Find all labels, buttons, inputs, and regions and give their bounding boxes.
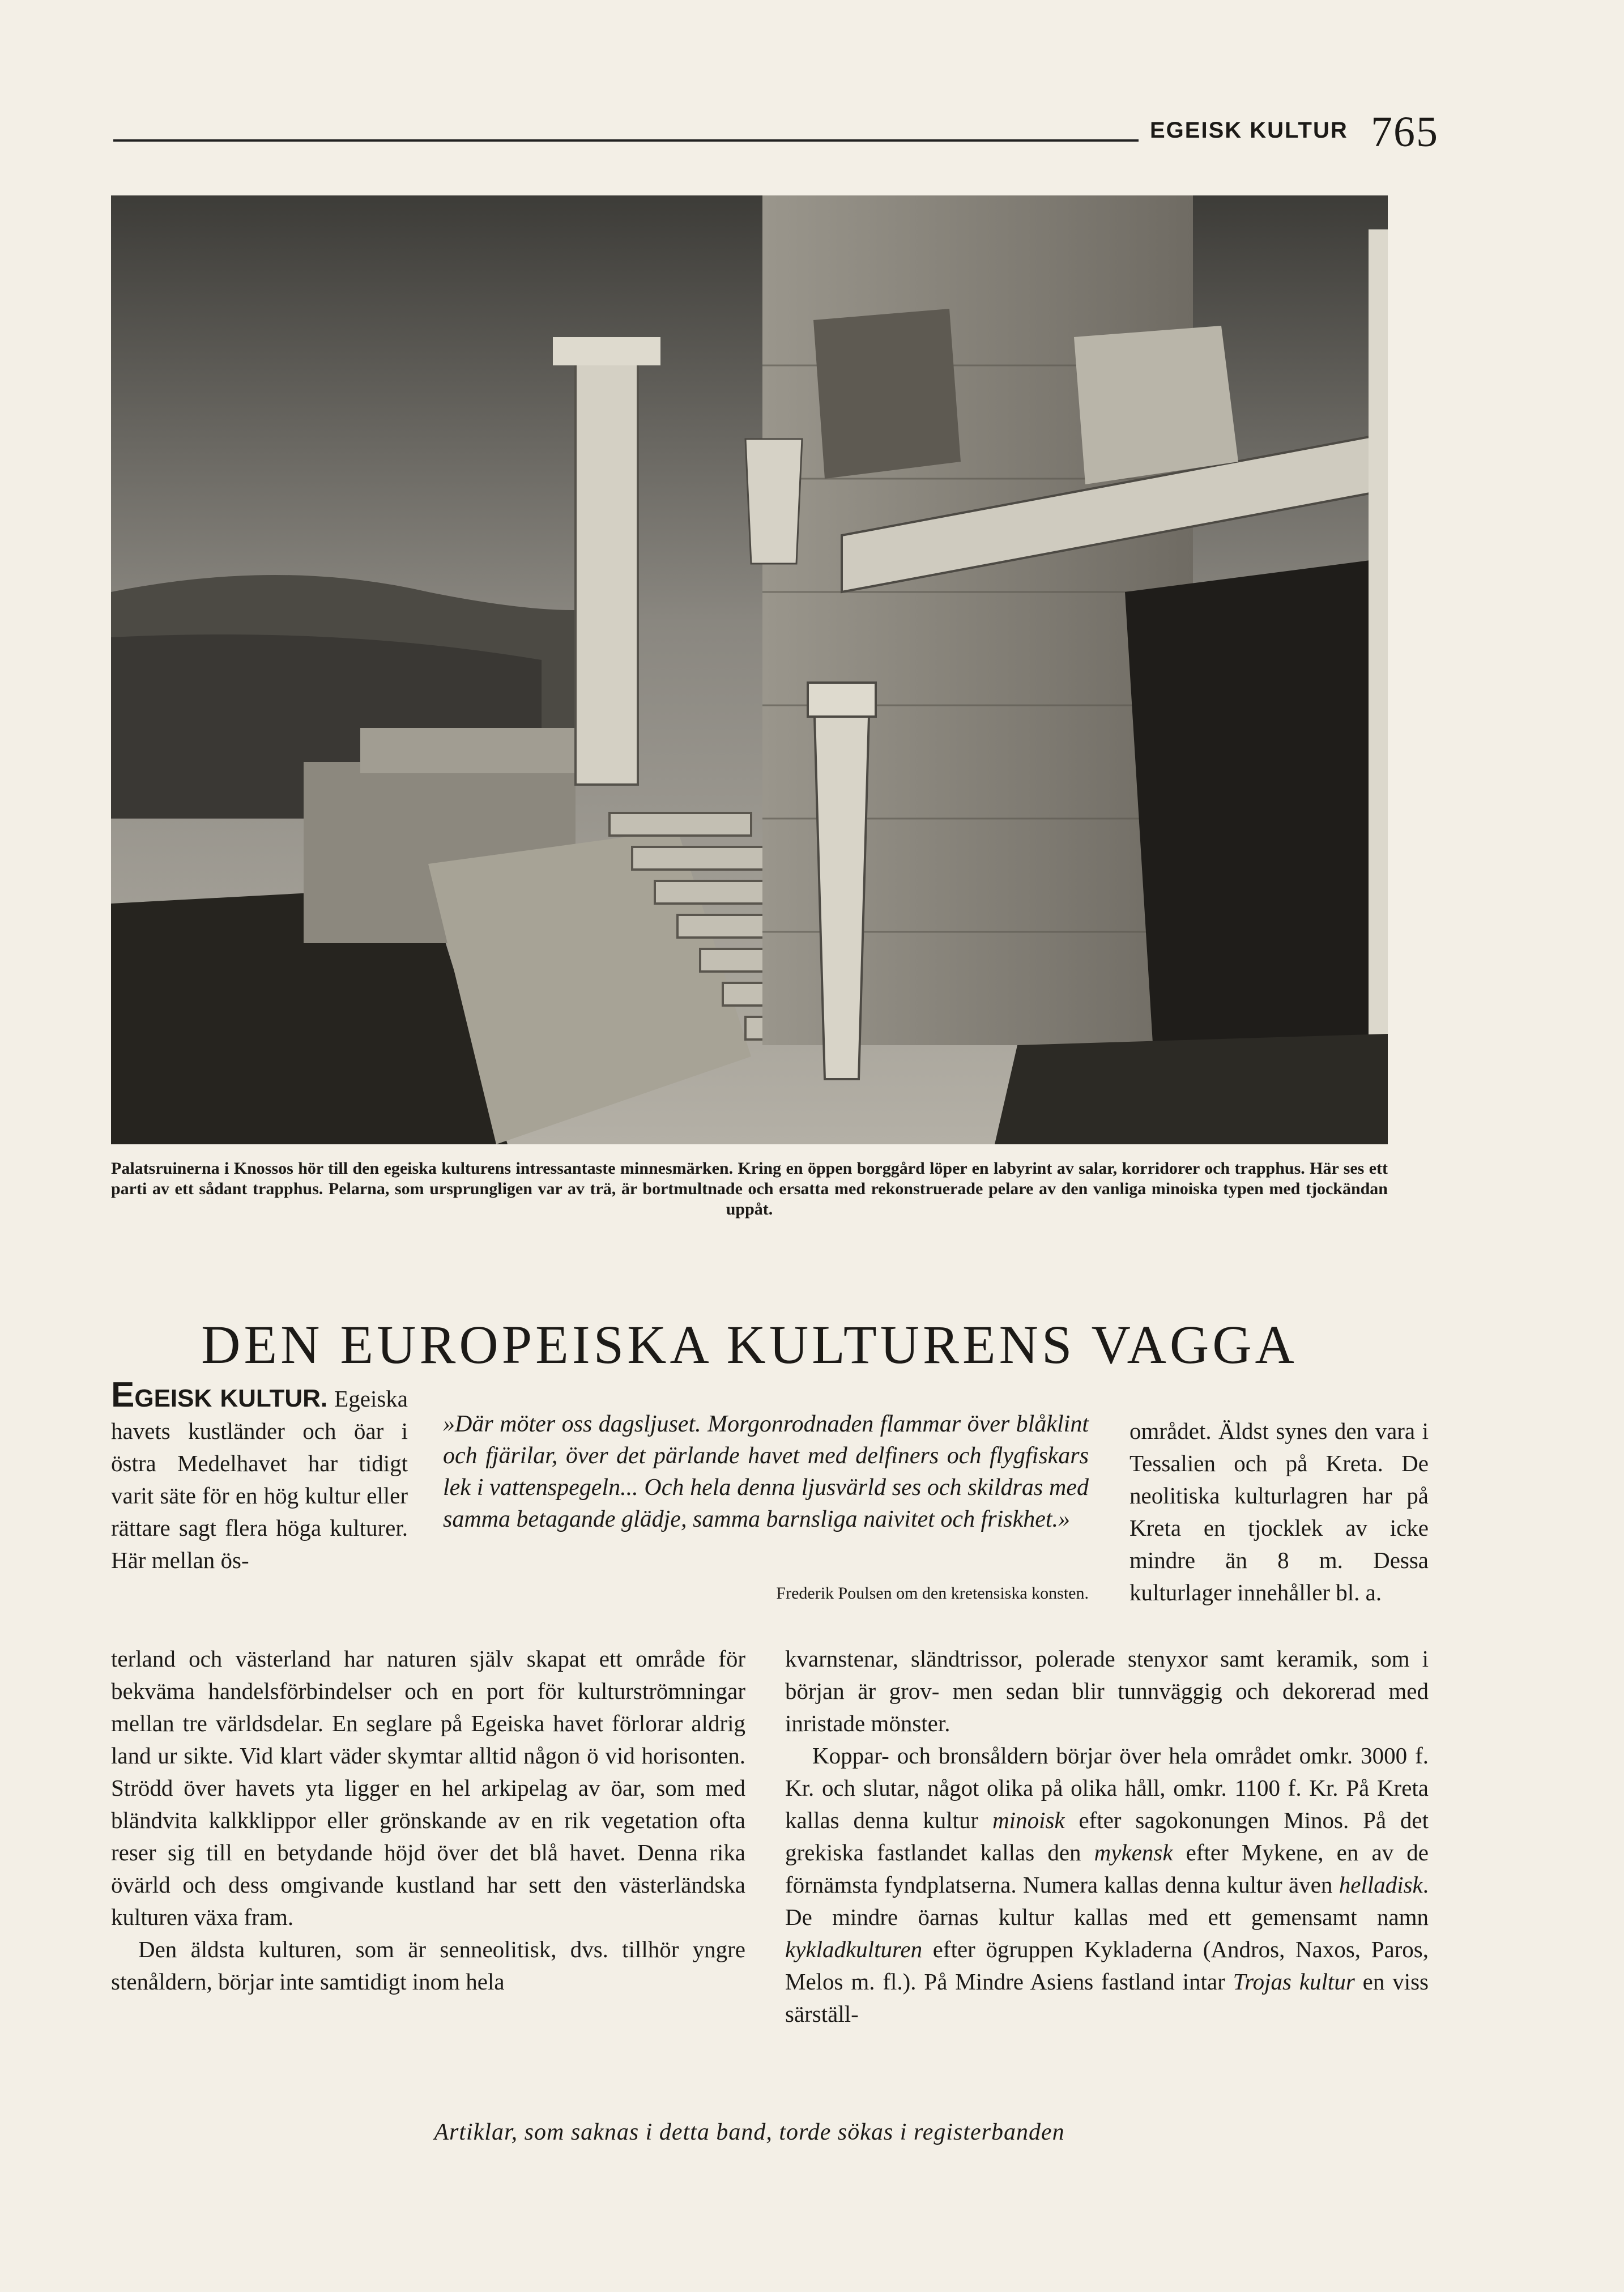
text-run: . De mindre öarnas kultur kallas med ett gemensamt namn <box>785 1872 1429 1930</box>
paragraph <box>785 1740 1429 2030</box>
paragraph: terland och västerland har naturen själv skapat ett område för bekväma handelsförbindelser och en port för kulturströmningar mellan tre världsdelar. En seglare på Egeiska havet förlorar aldrig land ur sikte. Vid klart väder skymtar alltid någon ö vid horisonten. Strödd över havets yta ligger en hel arkipelag av öar, som med bländvita kalkklippor eller grönskande av en rik vegetation ofta reser sig till en betydande höjd över det blå havet. Denna rika övärld och dess omgivande kustland har sett den västerländska kulturen växa fram. <box>111 1646 745 1930</box>
term-emphasis: minoisk <box>992 1807 1065 1833</box>
intro-text: Egeiska havets kustländer och öar i östra Medelhavet har tidigt varit säte för en hög kultur eller rättare sagt flera höga kulturer. Här mellan ös- <box>111 1386 408 1573</box>
paragraph: Den äldsta kulturen, som är senneolitisk, dvs. tillhör yngre stenåldern, börjar inte samtidigt inom hela <box>111 1936 745 1995</box>
entry-headword <box>111 1375 328 1415</box>
footer-note: Artiklar, som saknas i detta band, torde sökas i registerbanden <box>434 2119 1065 2145</box>
headword-initial: E <box>111 1375 135 1415</box>
running-head: EGEISK KULTUR <box>1150 118 1348 143</box>
headword-rest: GEISK KULTUR. <box>134 1384 328 1412</box>
paragraph: kvarnstenar, sländtrissor, polerade stenyxor samt keramik, som i början är grov- men sedan blir tunnväggig och dekorerad med inristade mönster. <box>785 1646 1429 1736</box>
text-run: efter sagokonungen Minos. På det grekiska fastlandet kallas den <box>785 1807 1429 1865</box>
term-emphasis: Trojas kultur <box>1233 1969 1355 1995</box>
intro-paragraph <box>111 1375 408 1577</box>
knossos-ruins-photo <box>111 195 1388 1144</box>
term-emphasis: mykensk <box>1094 1839 1173 1865</box>
photo-caption: Palatsruinerna i Knossos hör till den egeiska kulturens intressantaste minnesmärken. Kring en öppen borggård löper en labyrint av salar, korridorer och trapphus. Här ses ett parti av ett sådant trapphus. Pelarna, som ursprungligen var av trä, är bortmultnade och ersatta med rekonstruerade pelare av den vanliga minoiska typen med tjockändan uppåt. <box>111 1159 1388 1219</box>
text-run: en viss särställ- <box>785 1969 1429 2027</box>
article-title: DEN EUROPEISKA KULTURENS VAGGA <box>201 1314 1298 1375</box>
term-emphasis: helladisk <box>1339 1872 1423 1898</box>
page-number: 765 <box>1371 108 1439 156</box>
epigraph-quote: »Där möter oss dagsljuset. Morgonrodnaden flammar över blåklint och fjärilar, över det pärlande havet med delfiners och flygfiskars lek i vattenspegeln... Och hela denna ljusvärld ses och skildras med samma betagande glädje, samma barnsliga naivitet och friskhet.» <box>443 1411 1089 1532</box>
right-column <box>785 1643 1429 2030</box>
right-column-top: området. Äldst synes den vara i Tessalien och på Kreta. De neolitiska kulturlagren har på Kreta en tjocklek av icke mindre än 8 m. Dessa kulturlager innehåller bl. a. <box>1129 1418 1429 1605</box>
text-run: efter ögruppen Kykladerna (Andros, Naxos, Paros, Melos m. fl.). På Mindre Asiens fastland intar <box>785 1936 1429 1995</box>
epigraph-attribution: Frederik Poulsen om den kretensiska konsten. <box>776 1584 1089 1603</box>
header-rule <box>113 139 1139 142</box>
text-run: efter Mykene, en av de förnämsta fyndplatserna. Numera kallas denna kultur även <box>785 1839 1429 1898</box>
text-run: Koppar- och bronsåldern börjar över hela området omkr. 3000 f. Kr. och slutar, något olika på olika håll, omkr. 1100 f. Kr. På Kreta kallas denna kultur <box>785 1743 1429 1833</box>
term-emphasis: kykladkulturen <box>785 1936 923 1962</box>
left-column <box>111 1643 745 1998</box>
